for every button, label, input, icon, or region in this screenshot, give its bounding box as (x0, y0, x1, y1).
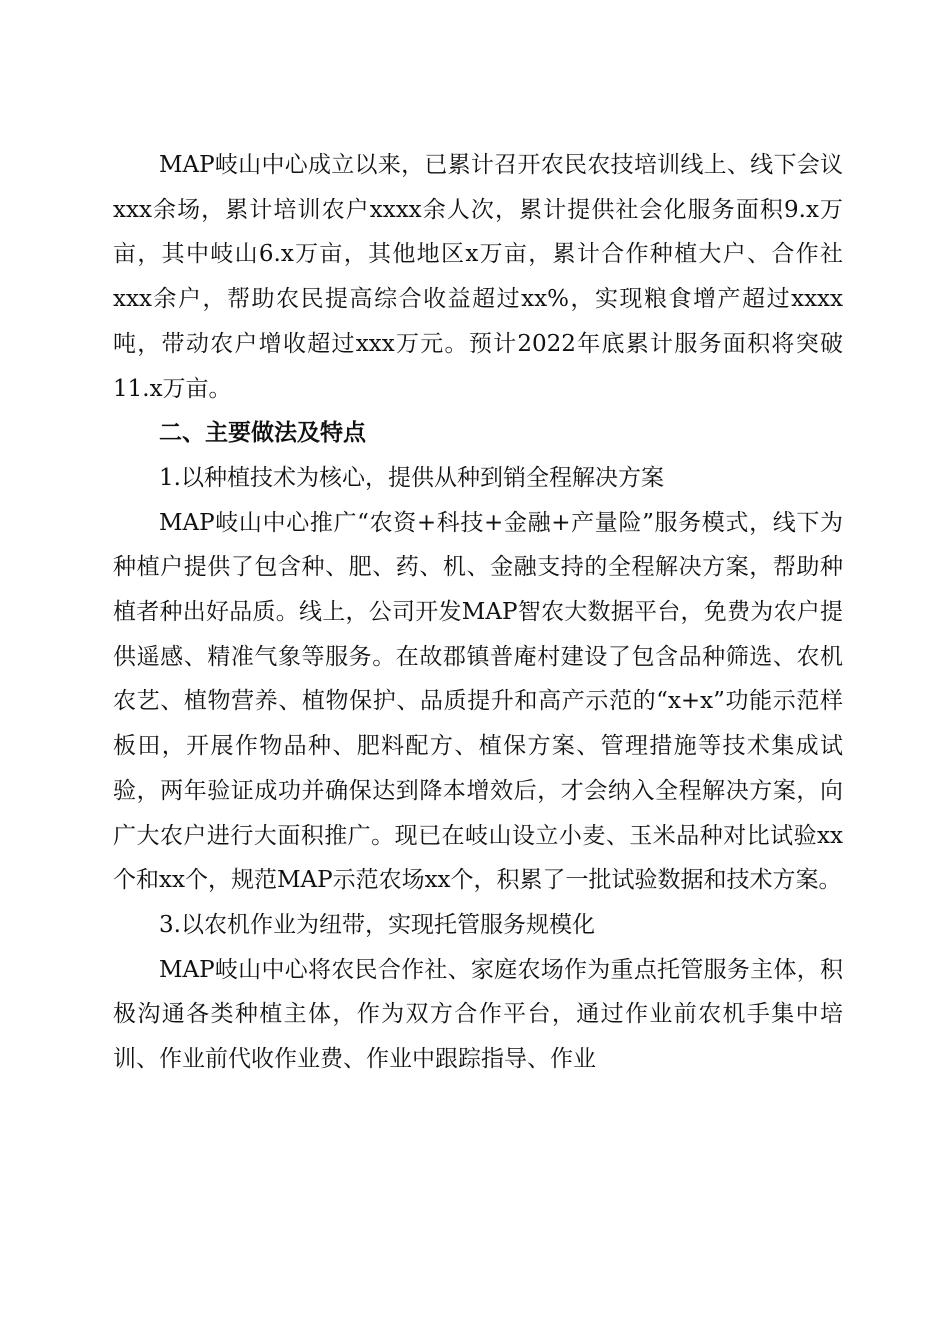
body-paragraph-service-model: MAP岐山中心推广“农资+科技+金融+产量险”服务模式，线下为种植户提供了包含种、肥、药、机、金融支持的全程解决方案，帮助种植者种出好品质。线上，公司开发MAP智农大数据平台，免费为农户提供遥感、精准气象等服务。在故郡镇普庵村建设了包含品种筛选、农机农艺、植物营养、植物保护、品质提升和高产示范的“x+x”功能示范样板田，开展作物品种、肥料配方、植保方案、管理措施等技术集成试验，两年验证成功并确保达到降本增效后，才会纳入全程解决方案，向广大农户进行大面积推广。现已在岐山设立小麦、玉米品种对比试验xx个和xx个，规范MAP示范农场xx个，积累了一批试验数据和技术方案。 (113, 509, 843, 894)
subheading-agricultural-machinery: 3.以农机作业为纽带，实现托管服务规模化 (159, 911, 595, 938)
subheading-planting-technology: 1.以种植技术为核心，提供从种到销全程解决方案 (159, 464, 664, 491)
section-heading-main-practices: 二、主要做法及特点 (159, 420, 366, 447)
document-body (113, 143, 843, 1082)
body-paragraph-trusteeship: MAP岐山中心将农民合作社、家庭农场作为重点托管服务主体，积极沟通各类种植主体，作为双方合作平台，通过作业前农机手集中培训、作业前代收作业费、作业中跟踪指导、作业 (113, 956, 843, 1073)
body-paragraph-achievements: MAP岐山中心成立以来，已累计召开农民农技培训线上、线下会议xxx余场，累计培训农户xxxx余人次，累计提供社会化服务面积9.x万亩，其中岐山6.x万亩，其他地区x万亩，累计合作种植大户、合作社xxx余户，帮助农民提高综合收益超过xx%，实现粮食增产超过xxxx吨，带动农户增收超过xxx万元。预计2022年底累计服务面积将突破11.x万亩。 (113, 152, 843, 402)
